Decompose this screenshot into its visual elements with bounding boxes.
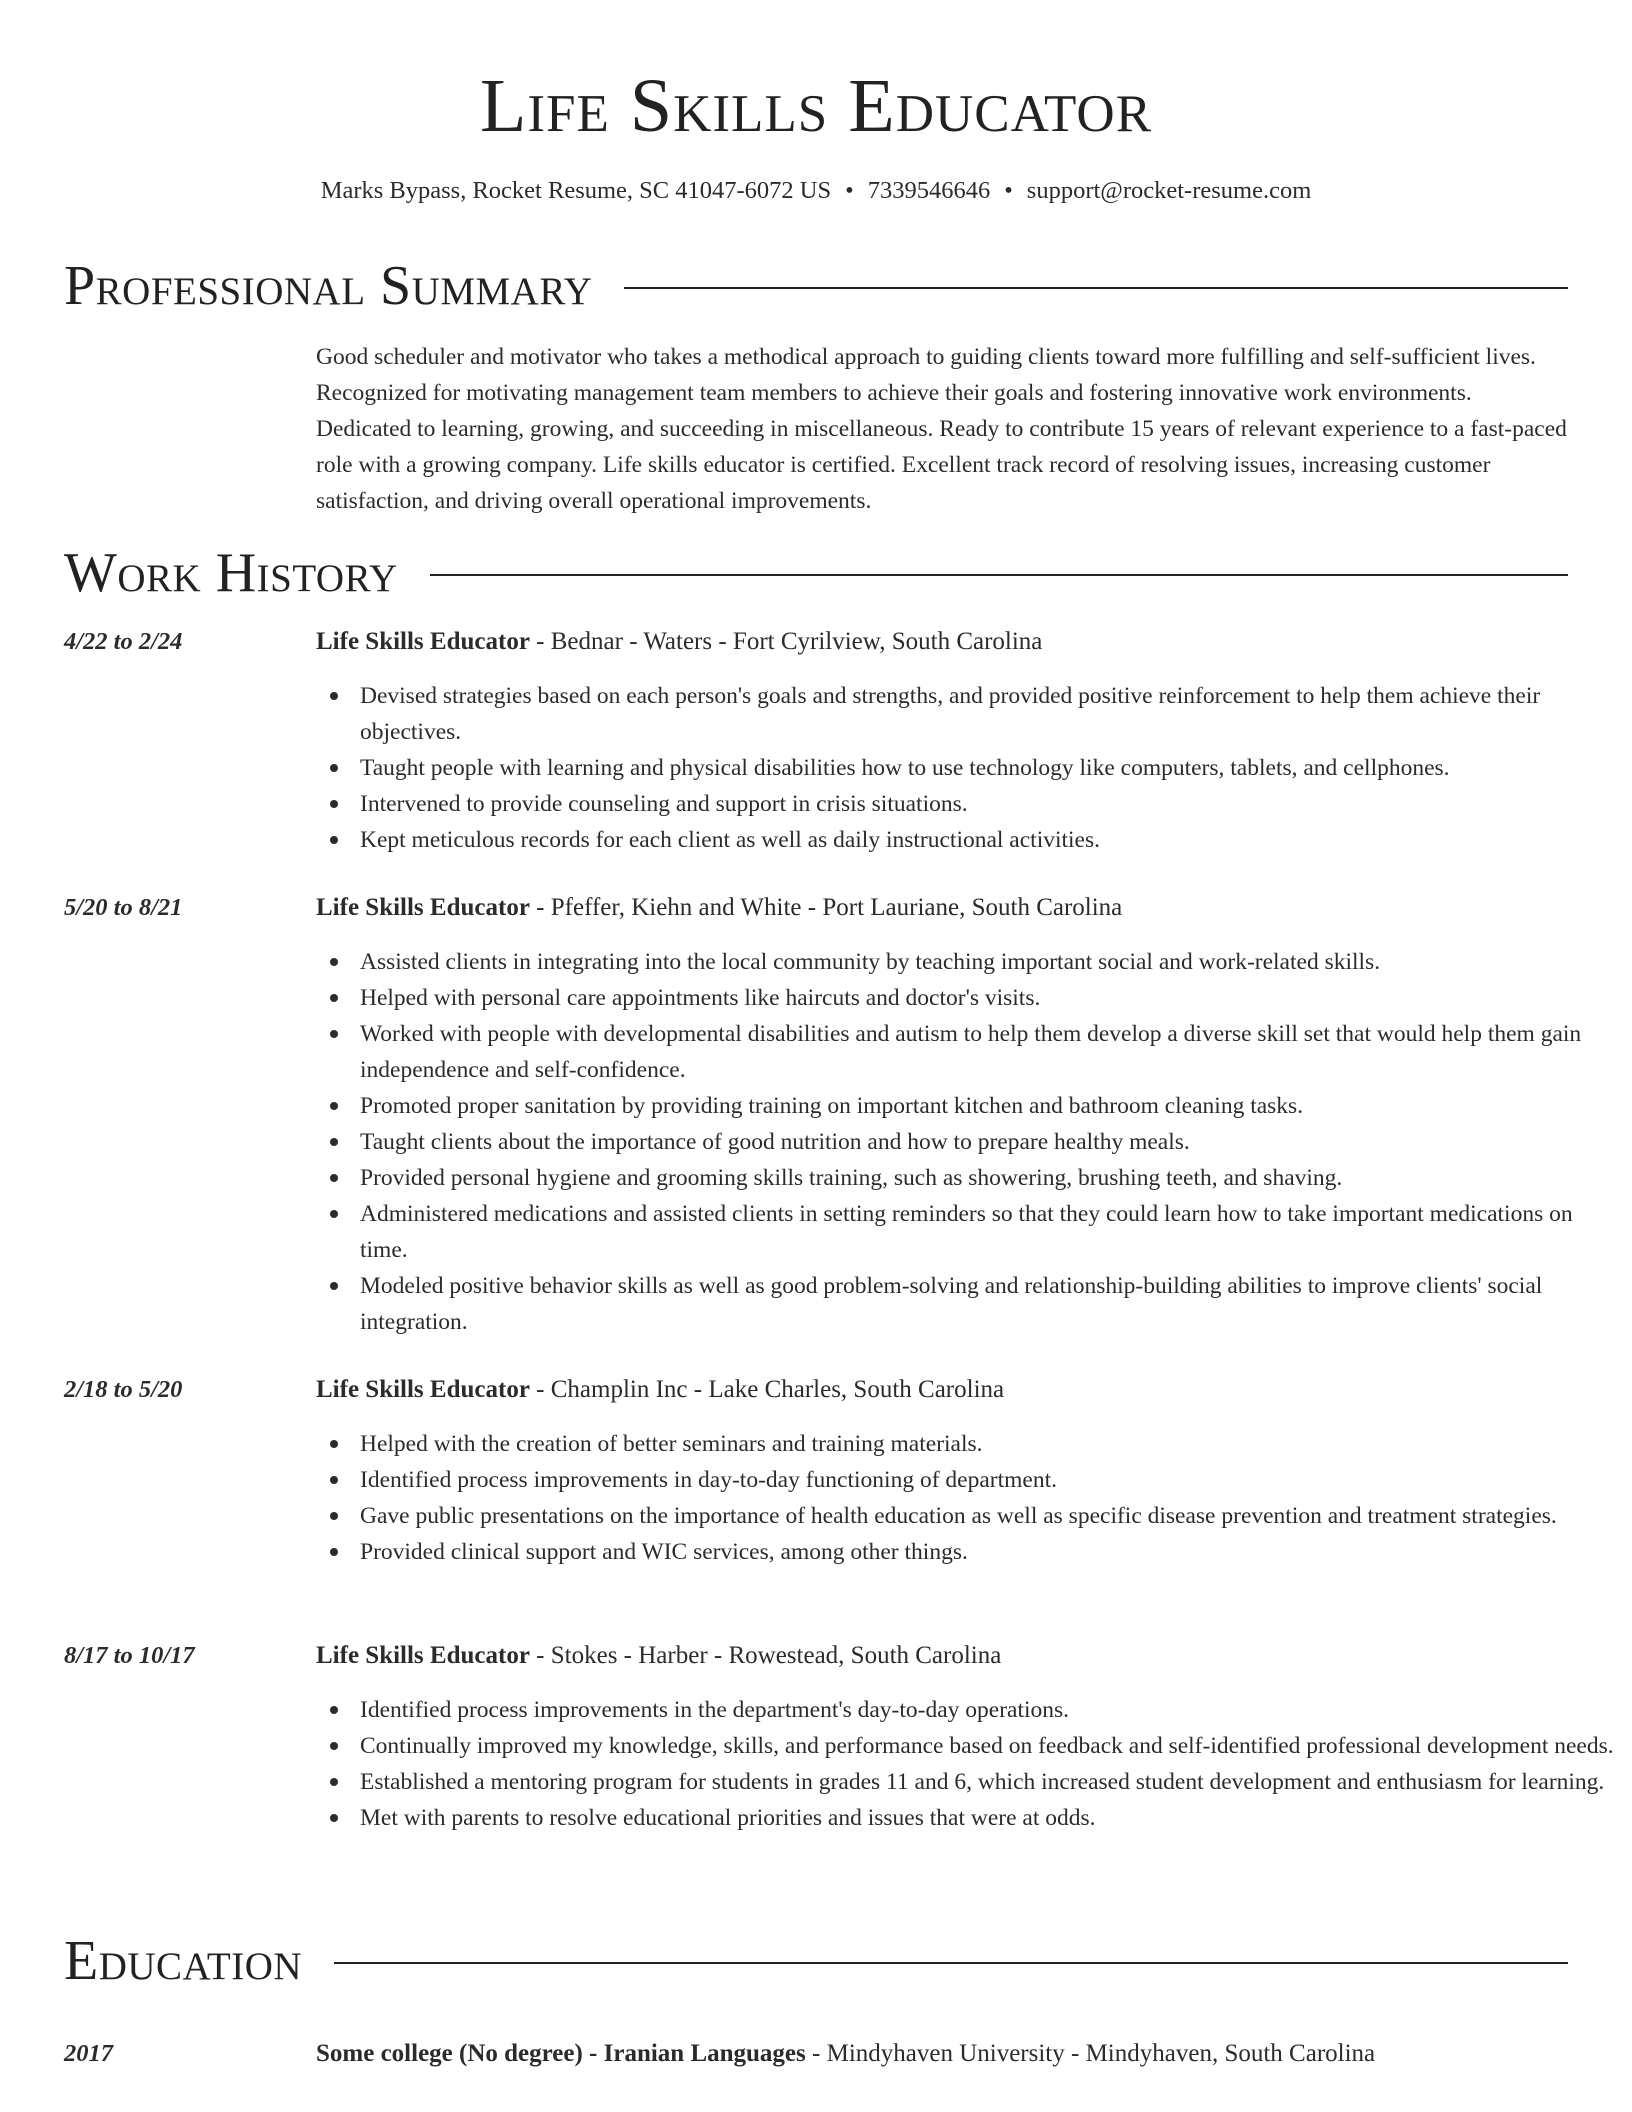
job-title-line: [316, 624, 1042, 660]
job-bullet: [360, 980, 1616, 1016]
education-school: - Mindyhaven University - Mindyhaven, South Carolina: [805, 2040, 1376, 2067]
job-bullet-text: Continually improved my knowledge, skills, and performance based on feedback and self-identified professional development needs.: [360, 1733, 1614, 1759]
job-employer: - Pfeffer, Kiehn and White - Port Lauriane, South Carolina: [529, 894, 1123, 921]
job-title: Life Skills Educator: [316, 1642, 530, 1669]
job-bullet: [360, 1088, 1616, 1124]
bullet-dot-icon: [330, 1282, 338, 1290]
job-bullet: [360, 1196, 1616, 1268]
bullet-dot-icon: [330, 1548, 338, 1556]
bullet-dot-icon: [330, 1138, 338, 1146]
job-bullet: [360, 1016, 1616, 1088]
job-bullet: [360, 822, 1616, 858]
section-title-summary: Professional Summary: [64, 255, 593, 317]
job-title: Life Skills Educator: [316, 628, 530, 655]
job-employer: - Bednar - Waters - Fort Cyrilview, South Carolina: [529, 628, 1043, 655]
job-bullet: [360, 750, 1616, 786]
job-bullets: [316, 944, 1616, 1340]
job-title-line: [316, 1638, 1001, 1674]
job-bullet-text: Assisted clients in integrating into the local community by teaching important social and work-related skills.: [360, 949, 1381, 975]
job-employer: - Champlin Inc - Lake Charles, South Carolina: [529, 1376, 1005, 1403]
section-header-summary: [64, 251, 1568, 321]
job-bullet-text: Promoted proper sanitation by providing training on important kitchen and bathroom cleaning tasks.: [360, 1093, 1304, 1119]
bullet-dot-icon: [330, 1030, 338, 1038]
contact-separator: •: [845, 177, 854, 204]
bullet-dot-icon: [330, 958, 338, 966]
job-bullet: [360, 1462, 1616, 1498]
job-bullet: [360, 1800, 1616, 1836]
job-title-line: [316, 1372, 1004, 1408]
job-bullet: [360, 678, 1616, 750]
bullet-dot-icon: [330, 1512, 338, 1520]
job-bullet-text: Helped with personal care appointments like haircuts and doctor's visits.: [360, 985, 1041, 1011]
bullet-dot-icon: [330, 1778, 338, 1786]
job-date: 4/22 to 2/24: [64, 628, 183, 655]
section-divider: [334, 1962, 1568, 1964]
education-title-line: [316, 2036, 1375, 2072]
job-title-line: [316, 890, 1122, 926]
summary-text: Good scheduler and motivator who takes a methodical approach to guiding clients toward more fulfilling and self-sufficient lives. Recognized for motivating management team members to achieve their goals and fostering innovative work environments. Dedicated to learning, growing, and succeeding in miscellaneous. Ready to contribute 15 years of relevant experience to a fast-paced role with a growing company. Life skills educator is certified. Excellent track record of resolving issues, increasing customer satisfaction, and driving overall operational improvements.: [316, 344, 1567, 514]
bullet-dot-icon: [330, 800, 338, 808]
section-header-education: [64, 1926, 1568, 1996]
job-bullet-text: Helped with the creation of better seminars and training materials.: [360, 1431, 983, 1457]
job-bullet: [360, 786, 1616, 822]
job-bullet: [360, 1268, 1616, 1340]
job-bullet: [360, 1426, 1616, 1462]
candidate-name: Life Skills Educator: [479, 64, 1153, 148]
job-date: 2/18 to 5/20: [64, 1376, 183, 1403]
bullet-dot-icon: [330, 1742, 338, 1750]
job-bullet-text: Met with parents to resolve educational priorities and issues that were at odds.: [360, 1805, 1096, 1831]
job-bullet: [360, 944, 1616, 980]
bullet-dot-icon: [330, 1102, 338, 1110]
job-bullet-text: Intervened to provide counseling and support in crisis situations.: [360, 791, 968, 817]
job-date: 5/20 to 8/21: [64, 894, 183, 921]
job-bullet-text: Modeled positive behavior skills as well as good problem-solving and relationship-building abilities to improve clients' social integration.: [360, 1273, 1543, 1335]
education-date: 2017: [64, 2040, 113, 2067]
bullet-dot-icon: [330, 1814, 338, 1822]
job-bullet: [360, 1534, 1616, 1570]
job-bullet: [360, 1728, 1616, 1764]
bullet-dot-icon: [330, 1440, 338, 1448]
bullet-dot-icon: [330, 994, 338, 1002]
bullet-dot-icon: [330, 1476, 338, 1484]
job-employer: - Stokes - Harber - Rowestead, South Carolina: [529, 1642, 1002, 1669]
job-bullet-text: Devised strategies based on each person's goals and strengths, and provided positive reinforcement to help them achieve their objectives.: [360, 683, 1541, 745]
job-title: Life Skills Educator: [316, 1376, 530, 1403]
bullet-dot-icon: [330, 764, 338, 772]
section-divider: [624, 287, 1568, 289]
job-bullets: [316, 1426, 1616, 1570]
bullet-dot-icon: [330, 1174, 338, 1182]
contact-phone: 7339546646: [867, 177, 991, 204]
job-bullet-text: Gave public presentations on the importance of health education as well as specific disease prevention and treatment strategies.: [360, 1503, 1557, 1529]
job-bullet: [360, 1498, 1616, 1534]
job-bullet: [360, 1160, 1616, 1196]
job-bullets: [316, 678, 1616, 858]
job-bullet: [360, 1692, 1616, 1728]
contact-email: support@rocket-resume.com: [1026, 177, 1312, 204]
job-date: 8/17 to 10/17: [64, 1642, 195, 1669]
section-header-work-history: [64, 538, 1568, 608]
job-bullets: [316, 1692, 1616, 1836]
job-bullet-text: Identified process improvements in day-to-day functioning of department.: [360, 1467, 1057, 1493]
section-title-education: Education: [64, 1930, 303, 1992]
bullet-dot-icon: [330, 836, 338, 844]
job-bullet-text: Worked with people with developmental disabilities and autism to help them develop a diverse skill set that would help them gain independence and self-confidence.: [360, 1021, 1582, 1083]
job-bullet-text: Provided clinical support and WIC services, among other things.: [360, 1539, 968, 1565]
contact-line: [0, 174, 1632, 208]
job-bullet-text: Administered medications and assisted clients in setting reminders so that they could learn how to take important medications on time.: [360, 1201, 1573, 1263]
job-bullet-text: Established a mentoring program for students in grades 11 and 6, which increased student development and enthusiasm for learning.: [360, 1769, 1605, 1795]
bullet-dot-icon: [330, 1210, 338, 1218]
section-title-work-history: Work History: [64, 542, 398, 604]
section-divider: [430, 574, 1568, 576]
job-bullet: [360, 1764, 1616, 1800]
contact-separator: •: [1004, 177, 1013, 204]
job-title: Life Skills Educator: [316, 894, 530, 921]
bullet-dot-icon: [330, 1706, 338, 1714]
job-bullet-text: Kept meticulous records for each client as well as daily instructional activities.: [360, 827, 1101, 853]
job-bullet: [360, 1124, 1616, 1160]
job-bullet-text: Provided personal hygiene and grooming skills training, such as showering, brushing teeth, and shaving.: [360, 1165, 1343, 1191]
education-degree: Some college (No degree) - Iranian Languages: [316, 2040, 806, 2067]
job-bullet-text: Taught people with learning and physical disabilities how to use technology like computers, tablets, and cellphones.: [360, 755, 1450, 781]
bullet-dot-icon: [330, 692, 338, 700]
job-bullet-text: Identified process improvements in the department's day-to-day operations.: [360, 1697, 1070, 1723]
job-bullet-text: Taught clients about the importance of good nutrition and how to prepare healthy meals.: [360, 1129, 1190, 1155]
contact-address: Marks Bypass, Rocket Resume, SC 41047-6072 US: [320, 177, 832, 204]
